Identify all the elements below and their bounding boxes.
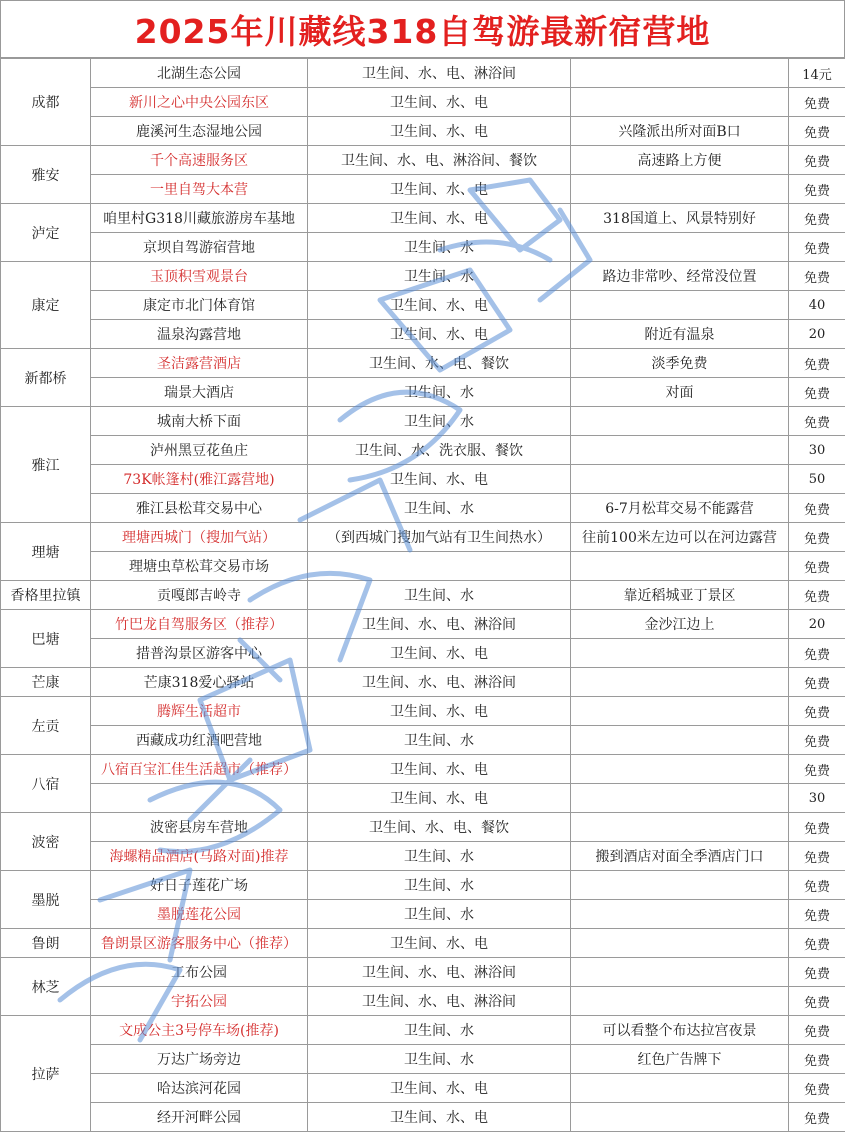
- note-cell: 兴隆派出所对面B口: [571, 117, 789, 146]
- facilities-cell: （到西城门搜加气站有卫生间热水）: [308, 523, 571, 552]
- price-cell: 免费: [789, 987, 845, 1016]
- campsite-name-cell: 好日子莲花广场: [91, 871, 308, 900]
- facilities-cell: 卫生间、水、电: [308, 755, 571, 784]
- facilities-cell: 卫生间、水: [308, 842, 571, 871]
- note-cell: [571, 987, 789, 1016]
- note-cell: 318国道上、风景特别好: [571, 204, 789, 233]
- facilities-cell: 卫生间、水、电: [308, 929, 571, 958]
- note-cell: [571, 233, 789, 262]
- facilities-cell: 卫生间、水、电: [308, 697, 571, 726]
- facilities-cell: 卫生间、水、电: [308, 291, 571, 320]
- note-cell: 淡季免费: [571, 349, 789, 378]
- price-cell: 免费: [789, 581, 845, 610]
- note-cell: 附近有温泉: [571, 320, 789, 349]
- price-cell: 20: [789, 320, 845, 349]
- table-row: [1, 523, 845, 552]
- page-title: 2025年川藏线318自驾游最新宿营地: [0, 0, 845, 58]
- city-cell: 鲁朗: [1, 929, 91, 958]
- city-cell: 左贡: [1, 697, 91, 755]
- price-cell: 免费: [789, 697, 845, 726]
- facilities-cell: 卫生间、水、电: [308, 204, 571, 233]
- facilities-cell: 卫生间、水、电、淋浴间、餐饮: [308, 146, 571, 175]
- price-cell: 50: [789, 465, 845, 494]
- table-row: [1, 726, 845, 755]
- note-cell: 可以看整个布达拉宫夜景: [571, 1016, 789, 1045]
- campsite-name-cell: 城南大桥下面: [91, 407, 308, 436]
- facilities-cell: 卫生间、水: [308, 233, 571, 262]
- price-cell: 14元: [789, 59, 845, 88]
- campsite-name-cell: 西藏成功红酒吧营地: [91, 726, 308, 755]
- city-cell: 新都桥: [1, 349, 91, 407]
- price-cell: 免费: [789, 494, 845, 523]
- facilities-cell: 卫生间、水: [308, 1016, 571, 1045]
- table-row: [1, 436, 845, 465]
- city-cell: 康定: [1, 262, 91, 349]
- city-cell: 巴塘: [1, 610, 91, 668]
- table-row: [1, 117, 845, 146]
- facilities-cell: 卫生间、水、电: [308, 88, 571, 117]
- campsite-table: [0, 58, 845, 1132]
- table-row: [1, 1074, 845, 1103]
- facilities-cell: 卫生间、水、洗衣服、餐饮: [308, 436, 571, 465]
- note-cell: [571, 668, 789, 697]
- city-cell: 理塘: [1, 523, 91, 581]
- note-cell: 红色广告牌下: [571, 1045, 789, 1074]
- price-cell: 免费: [789, 1103, 845, 1132]
- table-row: [1, 900, 845, 929]
- price-cell: 40: [789, 291, 845, 320]
- facilities-cell: 卫生间、水: [308, 1045, 571, 1074]
- city-cell: 拉萨: [1, 1016, 91, 1132]
- price-cell: 免费: [789, 146, 845, 175]
- price-cell: 免费: [789, 842, 845, 871]
- price-cell: 免费: [789, 349, 845, 378]
- price-cell: 30: [789, 436, 845, 465]
- table-row: [1, 784, 845, 813]
- note-cell: [571, 1103, 789, 1132]
- campsite-name-cell: 鹿溪河生态湿地公园: [91, 117, 308, 146]
- note-cell: [571, 175, 789, 204]
- price-cell: 免费: [789, 88, 845, 117]
- city-cell: 波密: [1, 813, 91, 871]
- price-cell: 免费: [789, 1074, 845, 1103]
- table-row: [1, 291, 845, 320]
- note-cell: [571, 407, 789, 436]
- table-row: [1, 813, 845, 842]
- facilities-cell: 卫生间、水、电、淋浴间: [308, 610, 571, 639]
- campsite-name-cell: 雅江县松茸交易中心: [91, 494, 308, 523]
- facilities-cell: 卫生间、水、电: [308, 784, 571, 813]
- table-row: [1, 871, 845, 900]
- facilities-cell: 卫生间、水、电: [308, 175, 571, 204]
- campsite-name-cell: 瑞景大酒店: [91, 378, 308, 407]
- facilities-cell: 卫生间、水: [308, 581, 571, 610]
- price-cell: 免费: [789, 755, 845, 784]
- table-row: [1, 958, 845, 987]
- price-cell: 免费: [789, 871, 845, 900]
- city-cell: 林芝: [1, 958, 91, 1016]
- campsite-name-cell: 泸州黑豆花鱼庄: [91, 436, 308, 465]
- campsite-name-cell: 墨脱莲花公园: [91, 900, 308, 929]
- note-cell: [571, 697, 789, 726]
- note-cell: 6-7月松茸交易不能露营: [571, 494, 789, 523]
- campsite-name-cell: 贡嘎郎吉岭寺: [91, 581, 308, 610]
- campsite-name-cell: 圣洁露营酒店: [91, 349, 308, 378]
- campsite-table-body: [1, 59, 845, 1132]
- note-cell: 路边非常吵、经常没位置: [571, 262, 789, 291]
- facilities-cell: 卫生间、水: [308, 871, 571, 900]
- note-cell: [571, 291, 789, 320]
- price-cell: 30: [789, 784, 845, 813]
- table-row: [1, 639, 845, 668]
- price-cell: 免费: [789, 929, 845, 958]
- price-cell: 免费: [789, 175, 845, 204]
- note-cell: [571, 900, 789, 929]
- table-row: [1, 610, 845, 639]
- campsite-name-cell: 工布公园: [91, 958, 308, 987]
- price-cell: 免费: [789, 900, 845, 929]
- price-cell: 免费: [789, 523, 845, 552]
- price-cell: 免费: [789, 378, 845, 407]
- campsite-name-cell: 措普沟景区游客中心: [91, 639, 308, 668]
- table-row: [1, 668, 845, 697]
- campsite-name-cell: 咱里村G318川藏旅游房车基地: [91, 204, 308, 233]
- note-cell: [571, 59, 789, 88]
- note-cell: [571, 958, 789, 987]
- note-cell: [571, 639, 789, 668]
- table-row: [1, 378, 845, 407]
- table-row: [1, 88, 845, 117]
- table-row: [1, 262, 845, 291]
- campsite-name-cell: 芒康318爱心驿站: [91, 668, 308, 697]
- facilities-cell: 卫生间、水: [308, 378, 571, 407]
- table-row: [1, 581, 845, 610]
- facilities-cell: 卫生间、水、电: [308, 1074, 571, 1103]
- price-cell: 免费: [789, 668, 845, 697]
- facilities-cell: 卫生间、水、电: [308, 320, 571, 349]
- table-row: [1, 465, 845, 494]
- price-cell: 免费: [789, 726, 845, 755]
- city-cell: 芒康: [1, 668, 91, 697]
- note-cell: [571, 871, 789, 900]
- table-row: [1, 494, 845, 523]
- price-cell: 免费: [789, 1045, 845, 1074]
- note-cell: [571, 1074, 789, 1103]
- table-row: [1, 349, 845, 378]
- facilities-cell: 卫生间、水: [308, 262, 571, 291]
- city-cell: 墨脱: [1, 871, 91, 929]
- table-row: [1, 1016, 845, 1045]
- note-cell: 金沙江边上: [571, 610, 789, 639]
- price-cell: 免费: [789, 233, 845, 262]
- table-row: [1, 697, 845, 726]
- price-cell: 20: [789, 610, 845, 639]
- note-cell: 高速路上方便: [571, 146, 789, 175]
- note-cell: [571, 465, 789, 494]
- campsite-name-cell: 腾辉生活超市: [91, 697, 308, 726]
- note-cell: [571, 755, 789, 784]
- note-cell: 靠近稻城亚丁景区: [571, 581, 789, 610]
- campsite-name-cell: 温泉沟露营地: [91, 320, 308, 349]
- price-cell: 免费: [789, 813, 845, 842]
- campsite-name-cell: 一里自驾大本营: [91, 175, 308, 204]
- table-row: [1, 552, 845, 581]
- table-row: [1, 755, 845, 784]
- table-row: [1, 407, 845, 436]
- price-cell: 免费: [789, 204, 845, 233]
- campsite-name-cell: 波密县房车营地: [91, 813, 308, 842]
- facilities-cell: 卫生间、水、电、淋浴间: [308, 987, 571, 1016]
- campsite-name-cell: 鲁朗景区游客服务中心（推荐）: [91, 929, 308, 958]
- table-row: [1, 175, 845, 204]
- note-cell: [571, 88, 789, 117]
- campsite-name-cell: 经开河畔公园: [91, 1103, 308, 1132]
- facilities-cell: 卫生间、水: [308, 407, 571, 436]
- campsite-name-cell: 宇拓公园: [91, 987, 308, 1016]
- campsite-name-cell: 玉顶积雪观景台: [91, 262, 308, 291]
- city-cell: 八宿: [1, 755, 91, 813]
- campsite-name-cell: 京坝自驾游宿营地: [91, 233, 308, 262]
- campsite-name-cell: 文成公主3号停车场(推荐): [91, 1016, 308, 1045]
- table-row: [1, 929, 845, 958]
- table-row: [1, 320, 845, 349]
- note-cell: [571, 784, 789, 813]
- campsite-name-cell: 理塘虫草松茸交易市场: [91, 552, 308, 581]
- facilities-cell: 卫生间、水、电、餐饮: [308, 349, 571, 378]
- campsite-name-cell: 康定市北门体育馆: [91, 291, 308, 320]
- campsite-name-cell: 八宿百宝汇佳生活超市（推荐）: [91, 755, 308, 784]
- table-row: [1, 1045, 845, 1074]
- facilities-cell: 卫生间、水: [308, 900, 571, 929]
- facilities-cell: [308, 552, 571, 581]
- facilities-cell: 卫生间、水、电、淋浴间: [308, 958, 571, 987]
- note-cell: [571, 436, 789, 465]
- campsite-name-cell: [91, 784, 308, 813]
- campsite-name-cell: 新川之心中央公园东区: [91, 88, 308, 117]
- table-row: [1, 1103, 845, 1132]
- note-cell: 往前100米左边可以在河边露营: [571, 523, 789, 552]
- note-cell: [571, 929, 789, 958]
- price-cell: 免费: [789, 552, 845, 581]
- note-cell: 对面: [571, 378, 789, 407]
- city-cell: 成都: [1, 59, 91, 146]
- city-cell: 香格里拉镇: [1, 581, 91, 610]
- facilities-cell: 卫生间、水、电: [308, 1103, 571, 1132]
- note-cell: [571, 726, 789, 755]
- campsite-name-cell: 千个高速服务区: [91, 146, 308, 175]
- table-row: [1, 987, 845, 1016]
- note-cell: [571, 552, 789, 581]
- price-cell: 免费: [789, 117, 845, 146]
- note-cell: [571, 813, 789, 842]
- city-cell: 雅江: [1, 407, 91, 523]
- facilities-cell: 卫生间、水: [308, 726, 571, 755]
- table-row: [1, 204, 845, 233]
- campsite-name-cell: 万达广场旁边: [91, 1045, 308, 1074]
- price-cell: 免费: [789, 639, 845, 668]
- facilities-cell: 卫生间、水、电: [308, 117, 571, 146]
- price-cell: 免费: [789, 407, 845, 436]
- campsite-name-cell: 理塘西城门（搜加气站）: [91, 523, 308, 552]
- campsite-name-cell: 北湖生态公园: [91, 59, 308, 88]
- campsite-name-cell: 73K帐篷村(雅江露营地): [91, 465, 308, 494]
- facilities-cell: 卫生间、水、电、淋浴间: [308, 59, 571, 88]
- campsite-name-cell: 竹巴龙自驾服务区（推荐）: [91, 610, 308, 639]
- facilities-cell: 卫生间、水、电: [308, 465, 571, 494]
- facilities-cell: 卫生间、水、电、淋浴间: [308, 668, 571, 697]
- price-cell: 免费: [789, 262, 845, 291]
- city-cell: 泸定: [1, 204, 91, 262]
- price-cell: 免费: [789, 958, 845, 987]
- facilities-cell: 卫生间、水: [308, 494, 571, 523]
- price-cell: 免费: [789, 1016, 845, 1045]
- table-row: [1, 59, 845, 88]
- note-cell: 搬到酒店对面全季酒店门口: [571, 842, 789, 871]
- facilities-cell: 卫生间、水、电、餐饮: [308, 813, 571, 842]
- city-cell: 雅安: [1, 146, 91, 204]
- campsite-name-cell: 海螺精品酒店(马路对面)推荐: [91, 842, 308, 871]
- facilities-cell: 卫生间、水、电: [308, 639, 571, 668]
- table-row: [1, 842, 845, 871]
- table-row: [1, 233, 845, 262]
- table-row: [1, 146, 845, 175]
- campsite-name-cell: 哈达滨河花园: [91, 1074, 308, 1103]
